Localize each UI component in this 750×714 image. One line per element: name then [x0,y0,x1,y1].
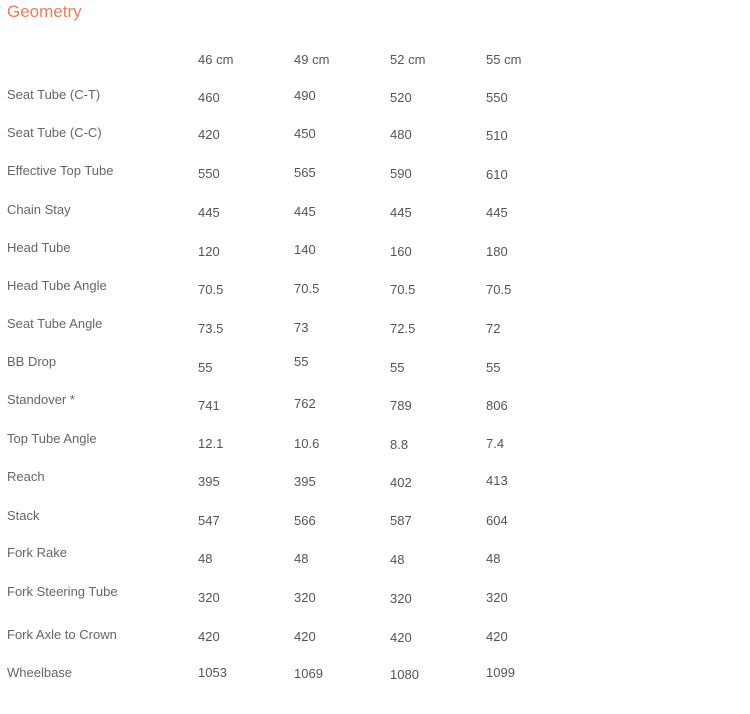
table-cell: 70.5 [294,281,320,296]
table-cell: 72.5 [390,321,416,336]
table-row [0,87,750,107]
row-label: Seat Tube (C-T) [7,87,101,102]
table-cell: 445 [198,205,220,220]
table-row [0,240,750,260]
table-cell: 1053 [198,665,227,680]
table-cell: 610 [486,167,508,182]
table-cell: 460 [198,90,220,105]
table-cell: 420 [294,629,316,644]
table-cell: 48 [294,551,309,566]
table-cell: 450 [294,126,316,141]
table-row [0,392,750,412]
row-label: Standover * [7,392,75,407]
table-cell: 70.5 [486,282,512,297]
table-cell: 445 [390,205,412,220]
row-label: Wheelbase [7,665,73,680]
row-label: BB Drop [7,354,57,369]
table-cell: 55 [390,360,405,375]
table-row [0,202,750,222]
table-row [0,431,750,451]
table-cell: 445 [486,205,508,220]
table-cell: 395 [294,474,316,489]
table-cell: 590 [390,166,412,181]
size-header-52: 52 cm [390,52,426,67]
table-cell: 160 [390,244,412,259]
table-cell: 550 [486,90,508,105]
table-row [0,665,750,685]
table-cell: 1069 [294,666,323,681]
table-cell: 48 [390,552,405,567]
table-row [0,508,750,528]
size-header-46: 46 cm [198,52,234,67]
table-row [0,278,750,298]
table-row [0,354,750,374]
table-cell: 413 [486,473,508,488]
table-cell: 70.5 [390,282,416,297]
table-cell: 420 [390,630,412,645]
table-cell: 547 [198,513,220,528]
table-cell: 55 [198,360,213,375]
size-header-49: 49 cm [294,52,330,67]
row-label: Reach [7,469,45,484]
table-cell: 180 [486,244,508,259]
row-label: Head Tube [7,240,71,255]
table-cell: 510 [486,128,508,143]
table-cell: 8.8 [390,437,409,452]
table-cell: 73.5 [198,321,224,336]
row-label: Fork Axle to Crown [7,627,117,642]
geometry-title: Geometry [7,2,82,21]
table-cell: 48 [486,551,501,566]
row-label: Seat Tube Angle [7,316,103,331]
table-row [0,627,750,647]
size-header-55: 55 cm [486,52,522,67]
row-label: Seat Tube (C-C) [7,125,102,140]
table-cell: 48 [198,551,213,566]
row-label: Fork Rake [7,545,67,560]
table-cell: 1080 [390,667,419,682]
table-cell: 55 [486,360,501,375]
table-cell: 12.1 [198,436,224,451]
table-cell: 480 [390,127,412,142]
table-cell: 806 [486,398,508,413]
table-row [0,469,750,489]
table-cell: 320 [294,590,316,605]
row-label: Fork Steering Tube [7,584,118,599]
table-cell: 789 [390,398,412,413]
table-cell: 566 [294,513,316,528]
table-cell: 520 [390,90,412,105]
table-cell: 420 [486,629,508,644]
table-row [0,316,750,336]
table-cell: 604 [486,513,508,528]
table-cell: 395 [198,474,220,489]
table-cell: 490 [294,88,316,103]
table-row [0,163,750,183]
table-cell: 7.4 [486,436,505,451]
table-cell: 10.6 [294,436,320,451]
row-label: Top Tube Angle [7,431,97,446]
row-label: Stack [7,508,40,523]
table-cell: 445 [294,204,316,219]
table-cell: 140 [294,242,316,257]
row-label: Chain Stay [7,202,71,217]
table-cell: 1099 [486,665,515,680]
table-cell: 565 [294,165,316,180]
table-cell: 741 [198,398,220,413]
table-cell: 55 [294,354,309,369]
table-cell: 762 [294,396,316,411]
table-cell: 320 [198,590,220,605]
table-row [0,545,750,565]
table-row [0,584,750,604]
table-cell: 72 [486,321,501,336]
row-label: Effective Top Tube [7,163,114,178]
table-cell: 70.5 [198,282,224,297]
table-row [0,125,750,145]
table-cell: 73 [294,320,309,335]
table-cell: 320 [486,590,508,605]
table-cell: 320 [390,591,412,606]
table-cell: 120 [198,244,220,259]
table-cell: 550 [198,166,220,181]
table-cell: 420 [198,127,220,142]
row-label: Head Tube Angle [7,278,107,293]
table-cell: 402 [390,475,412,490]
table-cell: 420 [198,629,220,644]
table-cell: 587 [390,513,412,528]
